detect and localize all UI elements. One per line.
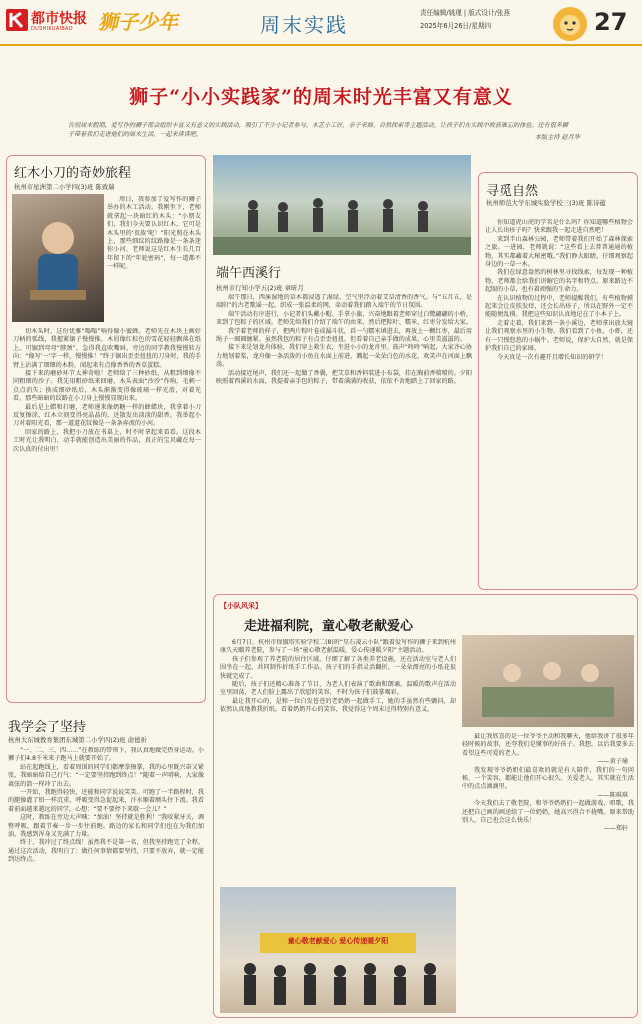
photo-run	[213, 155, 471, 255]
article-nature-byline: 杭州师范大学东城实验学校三(3)班 陈诗蕴	[486, 199, 606, 207]
article-diy	[6, 155, 206, 703]
article-nature-title: 寻觅自然	[486, 184, 539, 199]
photo-elderly-craft	[462, 635, 634, 727]
article-elderly	[213, 594, 638, 1018]
article-persist	[6, 710, 206, 1018]
article-nature-body: 你知道虎山虎的学名是什么吗？你知道哪些植物会让人长出疹子吗？快来跟我一起走进自然吧！ 来到半山森林公园，老师带着我们开始了森林探索之旅。一进园，老师就说：“这些看上去普普通通的植物，其实都藏着大秘密哦。”我们睁大眼睛，仔细观察起身边的一草一木。 我们在绿意盎然的树林里寻找线索，每发现一种植物，老师都会给我们讲解它的名字和特点。原来路边不起眼的小草，也有着顽强的生命力。 在认识植物的过程中，老师提醒我们，有些植物摸起来会让皮肤发痒，还会长出疹子，所以在野外一定不能随便乱摸。我把这些知识认真地记在了小本子上。 走着走着，我们来到一条小溪边，老师拿出放大镜让我们观察水里的小生物。我们看到了小鱼、小虾，还有一只慢悠悠的小蜗牛。老师说，保护大自然，就是保护我们自己的家园。 今天真是一次有趣开且增长知识的研学！	[485, 219, 633, 361]
article-elderly-body: 6月7日，杭州市保俶塔实验学校二(8)班“星石凌云小队”跟着爱写作的狮子来到杭州康久天颐养老院，参与了一场“童心敬老献温暖，爱心传递暖夕阳”主题活动。 孩子们参观了养老院的居住区域，仔细了解了各类养老设施，还在活动室与老人们围坐在一起，共同制作折纸手工作品。孩子们的手指灵活翻折，一朵朵漂亮的小纸花很快就完成了。 随后，孩子们还精心准备了节目，为老人们表演了歌曲和朗诵，温暖的歌声在活动室里回荡，老人们脸上露出了欣慰的笑容，不时为孩子们鼓掌喝彩。 最让我开心的，是和一位白发苍苍的老奶奶一起做手工，她的手虽然有些颤抖，却依然认真地教我折纸。看着奶奶开心的笑容，我觉得这个周末过得特别有意义。	[220, 639, 456, 714]
brand-title: 狮子少年	[98, 10, 178, 34]
article-persist-body: “一、二、三、四……”在教练的带领下，我认真地做完热身运动。小狮子们4.8千米来子跑马上就要开始了。 站在起跑线上，看着周围的同学们都摩拳擦掌，我的心里既兴奋又紧张，我暗暗给自己打气：“一定要坚持跑到终点！”随着一声哨响，大家像离弦的箭一样冲了出去。 一开始，我跑得轻快，还能和同学说说笑笑。可跑了一半路程时，我的腿像灌了铅一样沉重，呼吸变得急促起来，汗水顺着额头往下流。我看着前面越来越远的同学，心想：“要不要停下来歇一会儿？” 这时，教练在旁边大声喊：“加油！坚持就是胜利！”我咬紧牙关，调整呼吸，跟着节奏一步一步往前跑。路边的家长和同学们也在为我们加油，我感到浑身又充满了力量。 终于，我冲过了终点线！虽然我不是第一名，但我坚持跑完了全程。通过这次活动，我明白了：做任何事情都要坚持，只要不放弃，就一定能到达终点。	[8, 747, 204, 864]
section-title: 周末实践	[260, 13, 348, 37]
article-elderly-quotes: 最让我欣喜的是一位爷爷主动和我聊天，他给我讲了很多年轻时候的故事，还夸我们是懂事的好孩子。我想，以后我要多去看望这些可爱的老人。 ——黄子瑜 我发现爷爷奶奶们最喜欢的就是有人陪伴，我们的一句问候、一个笑容，都能让他们开心很久。关爱老人，其实就在生活中的点点滴滴里。 ——陈琪琪 今天我们去了敬老院，和爷爷奶奶们一起做游戏、唱歌，我还把自己画的画送给了一位奶奶，她高兴得合不拢嘴。原来帮助别人，自己也会这么快乐！ ——郑轩	[462, 733, 634, 833]
article-diy-title: 红木小刀的奇妙旅程	[14, 166, 132, 181]
date-line: 2025年6月26日/星期四	[420, 22, 492, 30]
masthead	[0, 0, 642, 46]
lion-mascot-icon	[550, 4, 590, 44]
intro-credit: 本版主持 赵月华	[534, 134, 580, 141]
logo-pinyin: DUSHIKUAIBAO	[31, 26, 73, 32]
editor-line: 责任编辑/姚瑾 | 版式设计/张燕	[420, 9, 510, 17]
article-nature	[478, 172, 638, 590]
logo-name: 都市快报	[31, 11, 87, 27]
headline: 狮子“小小实践家”的周末时光丰富又有意义	[129, 86, 513, 108]
article-farm-byline: 杭州市行知小学五(2)班 章昕月	[216, 284, 304, 292]
article-persist-title: 我学会了坚持	[8, 720, 87, 735]
article-farm-title: 端午西溪行	[216, 266, 282, 281]
article-persist-byline: 杭州大东城教育集团东城第二小学四(2)班 俞德祈	[8, 736, 147, 744]
photo-woodwork	[12, 194, 104, 322]
article-diy-byline: 杭州市星洲第二小学四(3)班 陈致瑞	[14, 183, 115, 191]
logo-mark-icon	[6, 9, 28, 31]
photo-banner-text: 童心敬老献爱心 爱心传递暖夕阳	[287, 937, 389, 945]
article-farm-body: 端午那日，西溪湿地的草木都浸透了湿绿，空气里浮动着艾草清香的香气。与“五月五，是端阳”的古老歌谣一起，织成一张温柔的网，牵动着我们踏入端午的节日氛围。 端午活动有序进行，小记者们头戴小帽、手拿小旗，兴奋地跟着老师穿过白鹭翩翩的小桥，来到了包粽子的区域。老师先给我们介绍了端午的由来，然后把粽叶、糯米、红枣分发给大家。 我学着老师的样子，把两片粽叶卷成漏斗状，舀一勺糯米填进去，再放上一颗红枣，最后用绳子一圈圈缠紧。虽然我包的粽子有点歪歪扭扭，但看着自己亲手做的成果，心里美滋滋的。 接下来是划龙舟体验，我们穿上救生衣，坐进小小的龙舟里。鼓声“咚咚”响起，大家齐心协力地划着桨，龙舟像一条活泼的小鱼在水面上前进，溅起一朵朵白色的水花，欢笑声在河面上飘荡。 活动接近尾声，我们还一起做了香囊，把艾草和香料装进小布袋，挂在胸前香喷喷的。夕阳映照着西溪的水面，我提着亲手包的粽子，带着满满的收获，依依不舍地踏上了回家的路。	[216, 294, 472, 386]
intro-text: 告别周末假期，爱写作的狮子都会组织丰富又有意义的实践活动，吸引了不少小记者参与。木艺小工匠、亲子采摘、自然探索等主题活动，让孩子们在实践中收获难忘的体验。还有很多狮子带着我们走进他们的周末生活，一起来读读吧。	[68, 122, 568, 138]
article-diy-body: 切木头时，这份优雅“嗡嗡”响得像小蜜蜂。老师先在木块上画好刀柄的弧线，我握紧锯子慢慢推，木屑像红棕色的雪花轻轻飘落在纸上。可锯到弯弯“脖颈”，急得我直吹嘴唇，旁边的同学教我慢慢转方向：“像写‘一’字一样，慢慢推！”终于锯出歪歪扭扭的刀身时，我的手臂上沾满了细细的木粉，闻起来有点像香香的香草蛋糕。 接下来的磨砂环节太神奇啦！老师给了三种砂纸，从粗到细像不同粗细的沙子。我先用粗砂纸来回磨，木头表面“沙沙”作响，毛刺一点点消失；换成细砂纸后，木头渐渐变得像玻璃一样光滑，对着光看，那些暗暗的纹路在小刀身上慢慢显现出来。 最后是上蜡和打磨，老师递来像奶糖一样的蜂蜡块，我拿着小刀反复擦涂，红木立刻变得亮晶晶的，还散发出淡淡的甜香。我举起小刀对着阳光看，那一道道花纹像是一条条奔流的小河。 回家的路上，我把小刀放在书桌上，时不时拿起来看看。这段木工时光让我明白，动手就能创造出美丽的作品，真正的宝贝藏在每一次认真的付出里！	[13, 328, 201, 453]
masthead-rule	[0, 44, 642, 46]
article-elderly-title: 走进福利院，童心敬老献爱心	[244, 619, 414, 634]
page-number: 27	[594, 8, 628, 36]
article-diy-p1: 周日，我参加了爱写作的狮子举办的木工活动。我刚坐下，老师就拿起一块暗红的木头：“小朋友们，我们今天要认识红木，它可是木头里的‘贵族’呢！”阳光照在木头上，那些细纹的纹路像是一条条迷你小河，老师说这是红木生长几百年留下的“年轮密码”，每一道都不一样呢。	[107, 196, 201, 271]
article-elderly-tag: 【小队风采】	[220, 602, 262, 610]
photo-elderly-group	[220, 887, 456, 1013]
